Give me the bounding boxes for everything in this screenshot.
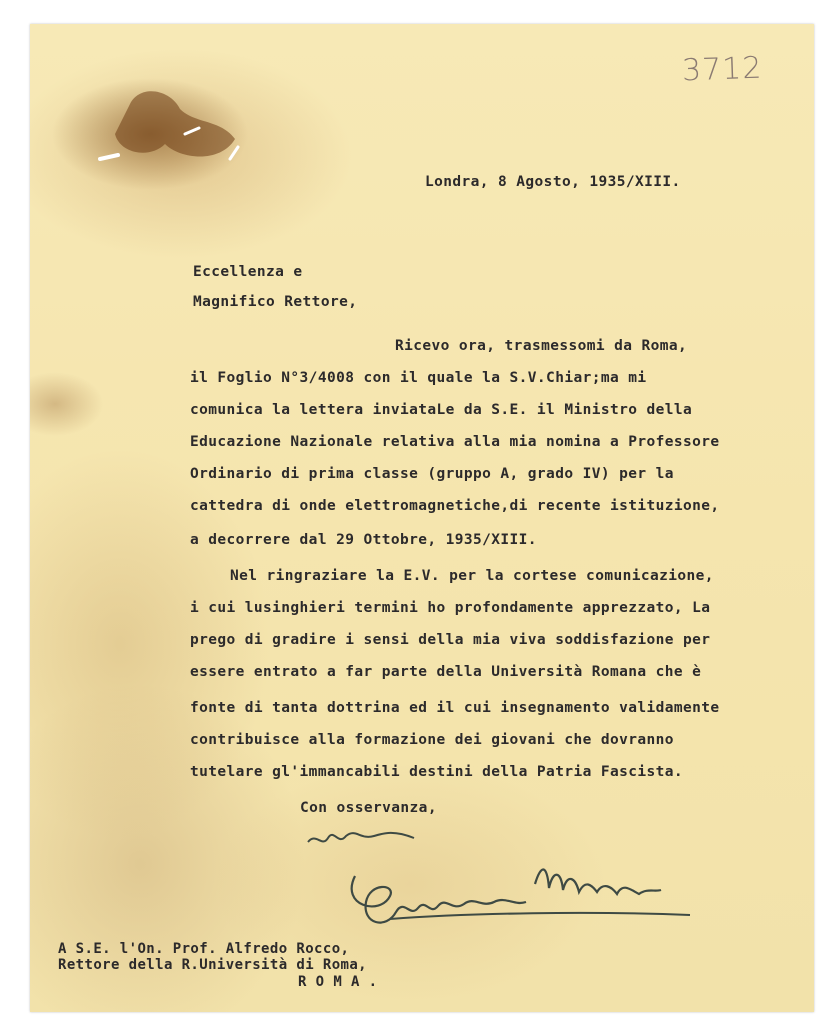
salutation-line: Eccellenza e — [193, 264, 303, 280]
body-line: essere entrato a far parte della Università Romana che è — [190, 664, 702, 680]
body-line: Educazione Nazionale relativa alla mia nomina a Professore — [190, 434, 720, 450]
body-line: il Foglio N°3/4008 con il quale la S.V.Chiar;ma mi — [190, 370, 647, 386]
body-line: tutelare gl'immancabili destini della Patria Fascista. — [190, 764, 684, 780]
body-line: cattedra di onde elettromagnetiche,di recente istituzione, — [190, 498, 720, 514]
body-line: Ordinario di prima classe (gruppo A, grado IV) per la — [190, 466, 674, 482]
addressee-line: A S.E. l'On. Prof. Alfredo Rocco, — [58, 941, 350, 957]
addressee-line: Rettore della R.Università di Roma, — [58, 957, 368, 973]
burn-stain-icon — [70, 64, 270, 184]
closing: Con osservanza, — [300, 800, 437, 816]
body-line: Ricevo ora, trasmessomi da Roma, — [395, 338, 688, 354]
signature — [300, 824, 720, 934]
salutation-line: Magnifico Rettore, — [193, 294, 358, 310]
body-line: Nel ringraziare la E.V. per la cortese comunicazione, — [230, 568, 714, 584]
body-line: prego di gradire i sensi della mia viva soddisfazione per — [190, 632, 711, 648]
body-line: contribuisce alla formazione dei giovani che dovranno — [190, 732, 674, 748]
letter-page — [30, 24, 814, 1012]
archive-serial-number: 3712 — [681, 50, 763, 89]
body-line: a decorrere dal 29 Ottobre, 1935/XIII. — [190, 532, 537, 548]
body-line: i cui lusinghieri termini ho profondamente apprezzato, La — [190, 600, 711, 616]
addressee-line: R O M A . — [298, 974, 378, 990]
body-line: comunica la lettera inviataLe da S.E. il Ministro della — [190, 402, 693, 418]
salutation — [193, 257, 357, 317]
letter-date: Londra, 8 Agosto, 1935/XIII. — [425, 174, 681, 190]
body-line: fonte di tanta dottrina ed il cui insegnamento validamente — [190, 700, 720, 716]
